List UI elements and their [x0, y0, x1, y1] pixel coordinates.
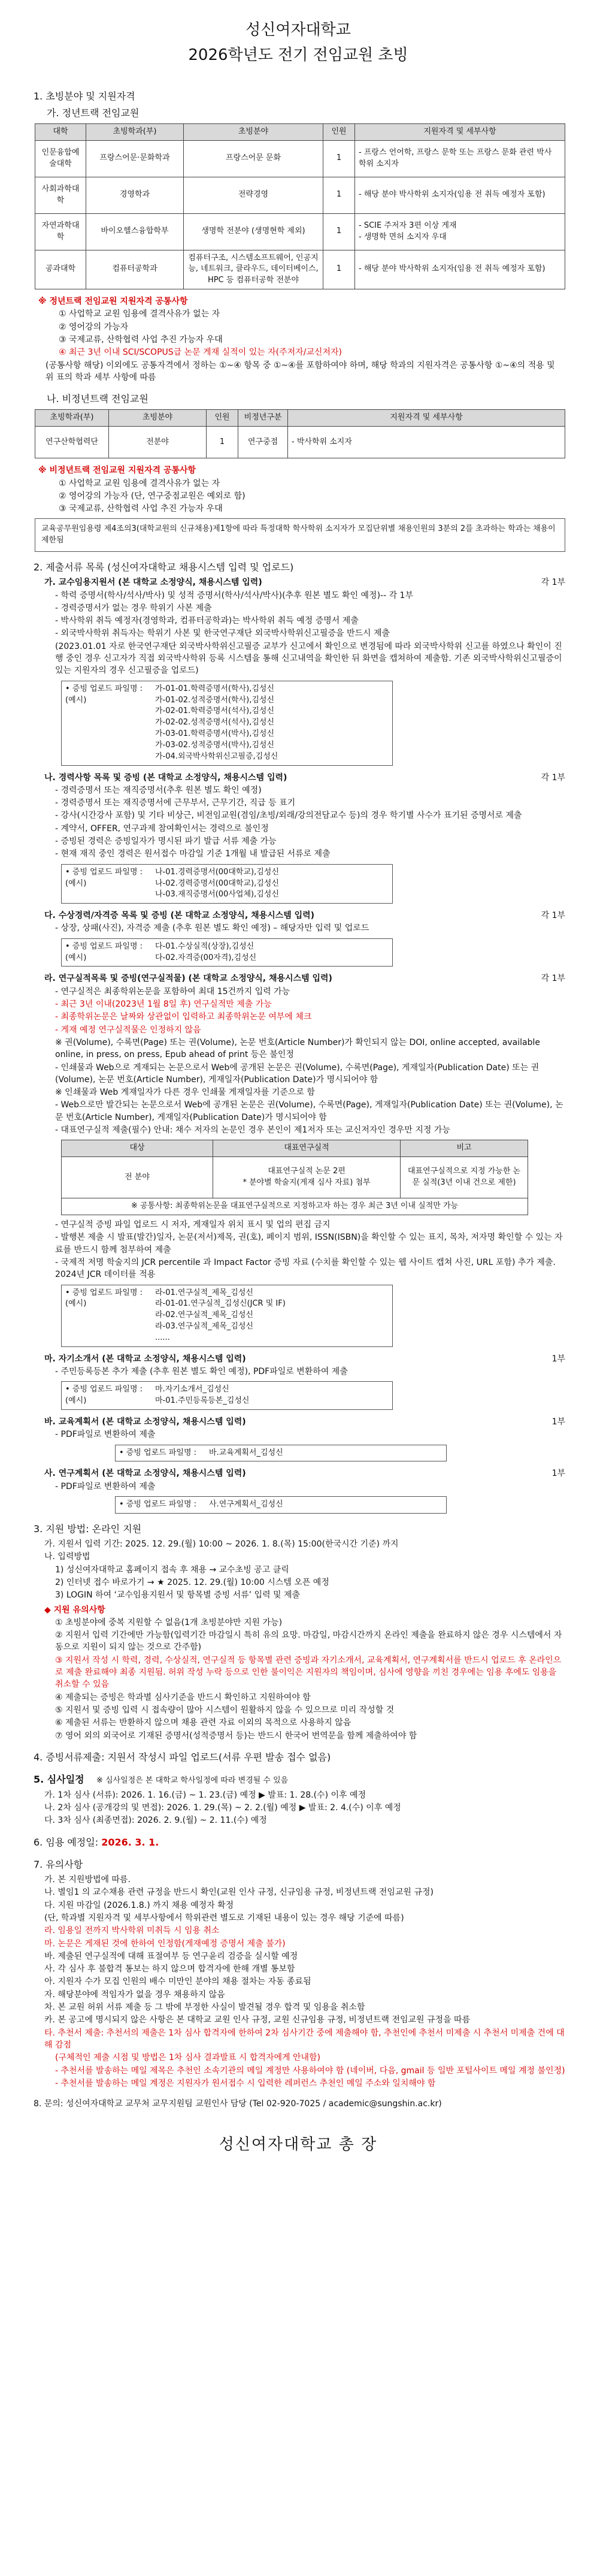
list-item: - 연구실적 증빙 파일 업로드 시 저자, 게재일자 위치 표시 및 업의 편집 금지: [55, 1220, 331, 1230]
file-label: • 증빙 업로드 파일명 :: [65, 1288, 143, 1297]
list-item: (구체적인 제출 시점 및 방법은 1차 심사 결과발표 시 합격자에게 안내함): [55, 2053, 321, 2063]
table-header: 초빙분야: [184, 123, 323, 140]
file-name: 마.자기소개서_김성신: [155, 1385, 229, 1394]
list-item: ③ 지원서 작성 시 학력, 경력, 수상실적, 연구실적 등 항목별 관련 증빙과 자기소개서, 교육계획서, 연구계획서를 반드시 업로드 후 온라인으로 제출 완료해야 최종 지원됨. 허위 작성 누락 등으로 인한 불이익은 지원자의 책임이며, 심사에 영향을 끼친 경우에는 임용 후에도 임용을 취소할 수 있음: [55, 1655, 562, 1690]
file-name: 다-01.수상실적(상장),김성신: [155, 941, 254, 951]
table-cell: 사회과학대학: [35, 177, 86, 213]
section-6-title: 6. 임용 예정일: 2026. 3. 1.: [34, 1836, 159, 1848]
file-label: [65, 1333, 155, 1344]
list-item: 카. 본 공고에 명시되지 않은 사항은 본 대학교 교원 인사 규정, 교원 신규임용 규정, 비정년트랙 전임교원 규정을 따름: [44, 2015, 471, 2025]
file-name-row: [65, 941, 389, 953]
list-item: ④ 제출되는 증빙은 학과별 심사기준을 반드시 확인하고 지원하여야 함: [55, 1692, 311, 1702]
application-form-heading: 가. 교수임용지원서 (본 대학교 소정양식, 채용시스템 입력) 각 1부: [44, 578, 565, 588]
file-name: 가-01-01.학력증명서(학사),김성신: [155, 684, 275, 693]
file-name: 마-01.주민등록등본_김성신: [155, 1396, 250, 1406]
table-cell: - 해당 분야 박사학위 소지자(임용 전 취득 예정자 포함): [355, 250, 565, 289]
tenure-common-item: ① 사업학교 교원 임용에 결격사유가 없는 자: [59, 309, 220, 319]
file-name-row: [65, 1298, 389, 1310]
table-cell: 1: [323, 177, 355, 213]
file-name-example-box: [61, 938, 393, 967]
table-cell: 전분야: [109, 427, 207, 458]
table-header: 비고: [401, 1140, 528, 1157]
list-item: - 최종학위논문은 날짜와 상관없이 입력하고 최종학위논문 여부에 체크: [55, 1012, 312, 1022]
teaching-plan-note: - PDF파일로 변환하여 제출: [55, 1430, 156, 1440]
list-item: - 대표연구실적 제출(필수) 안내: 채수 저자의 논문인 경우 본인이 제1저자 또는 교신저자인 경우만 지정 가능: [55, 1125, 450, 1136]
list-item: - 박사학위 취득 예정자(경영학과, 컴퓨터공학과)는 박사학위 취득 예정 증명서 제출: [55, 616, 359, 626]
table-row: [35, 250, 565, 289]
table-cell: 전략경영: [184, 177, 323, 213]
file-label: (예시): [65, 878, 87, 888]
table-cell: 대표연구실적 논문 2편 * 분야별 학술지(게재 심사 자료) 첨부: [213, 1157, 401, 1198]
file-name: 나-02.경력증명서(00대학교),김성신: [155, 878, 279, 888]
table-footnote: ※ 공통사항: 최종학위논문을 대표연구실적으로 지정하고자 하는 경우 최근 3년 이내 실적만 가능: [62, 1198, 528, 1215]
section-3-title: 3. 지원 방법: 온라인 지원: [34, 1523, 142, 1535]
non-tenure-common-title: ※ 비정년트랙 전임교원 지원자격 공통사항: [38, 466, 196, 476]
table-cell: 컴퓨터공학과: [86, 250, 184, 289]
non-tenure-table: [35, 409, 565, 458]
table-cell: - 프랑스 언어학, 프랑스 문학 또는 프랑스 문화 관련 박사 학위 소지자: [355, 140, 565, 177]
file-name: 가-03-01.학력증명서(박사),김성신: [155, 729, 275, 739]
table-header: 지원자격 및 세부사항: [288, 410, 565, 427]
file-name-row: [65, 889, 389, 901]
list-item: ① 초빙분야에 중복 지원할 수 없음(1개 초빙분야만 지원 가능): [55, 1617, 283, 1627]
non-tenure-common-item: ② 영어강의 가능자 (단, 연구중점교원은 예외로 함): [59, 491, 246, 501]
list-item: - 발행본 제출 시 발표(발간)일자, 논문(저서)제목, 권(호), 페이지 범위, ISSN(ISBN)을 확인할 수 있는 표지, 목차, 저자명 확인할 수 있는 자료를 반드시 함께 첨부하여 제출: [55, 1233, 563, 1255]
file-label: [65, 740, 155, 751]
table-cell: 1: [323, 140, 355, 177]
hiring-limit-notice: 교육공무원임용령 제4조의3(대학교원의 신규채용)제1항에 따라 특정대학 학사학위 소지자가 모집단위별 채용인원의 3분의 2를 초과하는 학과는 채용이 제한됨: [35, 518, 565, 552]
file-name-example-box: [61, 1381, 393, 1410]
tenure-common-item: ② 영어강의 가능자: [59, 322, 129, 332]
table-header: 인원: [323, 123, 355, 140]
file-name-row: [65, 1310, 389, 1321]
file-label: • 증빙 업로드 파일명 :: [65, 684, 143, 693]
list-item: 라. 임용일 전까지 박사학위 미취득 시 임용 취소: [44, 1926, 220, 1936]
tenure-track-table: [35, 123, 565, 289]
file-name-row: [65, 1384, 389, 1396]
table-header: 초빙분야: [109, 410, 207, 427]
table-header: 초빙학과(부): [35, 410, 109, 427]
table-cell: 1: [323, 250, 355, 289]
apply-step: 2) 인터넷 접수 바로가기 → ★ 2025. 12. 29.(월) 10:00 시스템 오픈 예정: [55, 1577, 329, 1587]
career-heading: 나. 경력사항 목록 및 증빙 (본 대학교 소정양식, 채용시스템 입력) 각 1부: [44, 772, 565, 783]
table-cell: 연구중점: [238, 427, 288, 458]
table-header: 대표연구실적: [213, 1140, 401, 1157]
self-intro-note: - 주민등록등본 추가 제출 (추후 원본 별도 확인 예정), PDF파일로 변환하여 제출: [55, 1367, 348, 1377]
section-7-title: 7. 유의사항: [34, 1858, 83, 1870]
review-schedule-item: 다. 3차 심사 (최종면접): 2026. 2. 9.(월) ~ 2. 11.(수) 예정: [44, 1816, 267, 1826]
list-item: - 계약서, OFFER, 연구과제 참여확인서는 경력으로 불인정: [55, 823, 269, 833]
list-item: 다. 지원 마감일 (2026.1.8.) 까지 채용 예정자 확정: [44, 1900, 234, 1910]
tenure-common-title: ※ 정년트랙 전임교원 지원자격 공통사항: [38, 297, 188, 307]
file-name-row: [65, 1396, 389, 1407]
table-header: 인원: [207, 410, 238, 427]
list-item: - 최근 3년 이내(2023년 1월 8일 후) 연구실적만 제출 가능: [55, 999, 272, 1010]
file-name-row: [65, 717, 389, 729]
list-item: ⑥ 제출된 서류는 반환하지 않으며 채용 관련 자료 이외의 목적으로 사용하지 않음: [55, 1718, 351, 1728]
file-name: 가-03-02.성적증명서(박사),김성신: [155, 740, 275, 750]
file-label: • 증빙 업로드 파일명 :: [65, 941, 143, 951]
list-item: - 국제적 저명 학술지의 JCR percentile 과 Impact Factor 증빙 자료 (수치를 확인할 수 있는 웹 사이트 캡쳐 사진, URL 포함) 추가 제출. 2024년 JCR 데이터를 적용: [55, 1257, 556, 1280]
file-name-example-box: • 증빙 업로드 파일명 : 바.교육계획서_김성신: [115, 1445, 447, 1462]
list-item: - 경력증명서가 없는 경우 학위기 사본 제출: [55, 603, 212, 613]
file-name: 다-02.자격증(00자격),김성신: [155, 953, 257, 962]
file-label: [65, 717, 155, 729]
list-item: - 경력증명서 또는 재직증명서(추후 원본 별도 확인 예정): [55, 785, 262, 795]
non-tenure-common-item: ① 사업학교 교원 임용에 결격사유가 없는 자: [59, 478, 220, 488]
list-item: 바. 제출된 연구실적에 대해 표절여부 등 연구윤리 검증을 실시할 예정: [44, 1951, 298, 1961]
file-name-row: [65, 740, 389, 751]
list-item: ※ 인쇄물과 Web 게재일자가 다른 경우 인쇄물 게재일자를 기준으로 함: [55, 1088, 315, 1098]
research-plan-heading: 사. 연구계획서 (본 대학교 소정양식, 채용시스템 입력) 1부: [44, 1469, 565, 1479]
file-label: • 증빙 업로드 파일명 :: [65, 1385, 143, 1394]
list-item: 아. 지원자 수가 모집 인원의 배수 미만인 분야의 채용 절차는 자동 종료됨: [44, 1977, 311, 1987]
section-1-title: 1. 초빙분야 및 지원자격: [34, 90, 135, 102]
file-name-row: [65, 953, 389, 964]
file-name-row: [65, 706, 389, 717]
file-name: 나-03.재직증명서(00사업체),김성신: [155, 890, 279, 899]
section-2-title: 2. 제출서류 목록 (성신여자대학교 채용시스템 입력 및 업로드): [34, 561, 294, 573]
list-item: - Web으로만 발간되는 논문으로서 Web에 공개된 논문은 권(Volume), 수록면(Page), 게재일자(Publication Date) 또는 권(Volume), 논문 번호(Article Number), 게재일자(Publication Date)가 명시되어야 함: [55, 1100, 563, 1122]
apply-step: 3) LOGIN 하여 ‘교수임용지원서 및 항목별 증빙 서류’ 입력 및 제출: [55, 1590, 301, 1600]
table-header: 대상: [62, 1140, 213, 1157]
president-signature: 성신여자대학교 총 장: [219, 2136, 378, 2154]
list-item: - 경력증명서 또는 재직증명서에 근무부서, 근무기간, 직급 등 표기: [55, 798, 296, 808]
file-name-row: [65, 729, 389, 740]
list-item: - 상장, 상패(사진), 자격증 제출 (추후 원본 별도 확인 예정) – 해당자만 입력 및 업로드: [55, 923, 369, 934]
file-label: (예시): [65, 953, 87, 962]
apply-step: 1) 성신여자대학교 홈페이지 접속 후 채용 → 교수초빙 공고 클릭: [55, 1565, 289, 1575]
list-item: 마. 논문은 게재된 것에 한하여 인정함(게재예정 증명서 제출 불가): [44, 1938, 286, 1949]
table-cell: - 해당 분야 박사학위 소지자(임용 전 취득 예정자 포함): [355, 177, 565, 213]
file-name: 나-01.경력증명서(00대학교),김성신: [155, 867, 279, 877]
list-item: ② 지원서 입력 기간에만 가능함(입력기간 마감일시 특히 유의 요망. 마감일, 마감시간까지 온라인 제출을 완료하지 않은 경우 시스템에서 자동으로 지원이 되지 않는 것으로 간주함): [55, 1630, 562, 1653]
table-header: 비정년구분: [238, 410, 288, 427]
file-name-example-box: [61, 1285, 393, 1347]
table-cell: 생명학 전분야 (생명현학 제외): [184, 213, 323, 250]
table-cell: 공과대학: [35, 250, 86, 289]
list-item: ⑦ 영어 외의 외국어로 기재된 증명서(성적증명서 등)는 반드시 한국어 번역문을 함께 제출하여야 함: [55, 1731, 417, 1741]
list-item: - 추천서를 발송하는 메일 제목은 추천인 소속기관의 메일 계정만 사용하여야 함 (네이버, 다음, gmail 등 일반 포털사이트 메일 계정 불인정): [55, 2065, 565, 2076]
section-5-title: 5. 심사일정 ※ 심사일정은 본 대학교 학사일정에 따라 변경될 수 있음: [34, 1774, 289, 1785]
list-item: - 강사(시간강사 포함) 및 기타 비상근, 비전임교원(겸임/초빙/외래/강의전담교수 등)의 경우 학기별 사수가 표기된 증명서로 제출: [55, 811, 522, 821]
file-name: 가-02-02.성적증명서(석사),김성신: [155, 718, 275, 727]
list-item: ※ 권(Volume), 수록면(Page) 또는 권(Volume), 논문 번호(Article Number)가 확인되지 않는 DOI, online accepted, available online, in press, on press, Epub ahead of print 등은 불인정: [55, 1037, 540, 1060]
awards-heading: 다. 수상경력/자격증 목록 및 증빙 (본 대학교 소정양식, 채용시스템 입력) 각 1부: [44, 911, 565, 921]
list-item: - 추천서를 발송하는 메일 계정은 지원자가 원서접수 시 입력한 레퍼런스 추천인 메일 주소와 일치해야 함: [55, 2078, 436, 2088]
table-cell: 프랑스어문·문화학과: [86, 140, 184, 177]
file-label: (예시): [65, 1299, 87, 1309]
file-label: [65, 729, 155, 740]
file-name-row: [65, 684, 389, 695]
document-title: 2026학년도 전기 전임교원 초빙: [188, 46, 408, 64]
table-header: 지원자격 및 세부사항: [355, 123, 565, 140]
table-cell: 대표연구실적으로 지정 가능한 논문 실적(3년 이내 건으로 제한): [401, 1157, 528, 1198]
file-name: 라-01.연구실적_제목_김성신: [155, 1288, 253, 1297]
table-cell: - SCIE 주저자 3편 이상 게재 - 생명학 면허 소지자 우대: [355, 213, 565, 250]
self-intro-heading: 마. 자기소개서 (본 대학교 소정양식, 채용시스템 입력) 1부: [44, 1354, 565, 1364]
list-item: (단, 학과별 지원자격 및 세부사항에서 학위관련 별도로 기재된 내용이 있는 경우 해당 기준에 따름): [44, 1913, 404, 1923]
file-label: (예시): [65, 1396, 87, 1406]
file-name-row: [65, 1288, 389, 1299]
list-item: 타. 추천서 제출: 추천서의 제출은 1차 심사 합격자에 한하여 2차 심사기간 중에 제출해야 함, 추천인에 추천서 미제출 시 추천서 미제출 건에 대해 감점: [44, 2028, 565, 2050]
research-heading: 라. 연구실적목록 및 증빙(연구실적물) (본 대학교 소정양식, 채용시스템 입력) 각 1부: [44, 974, 565, 984]
table-cell: 전 분야: [62, 1157, 213, 1198]
review-schedule-item: 나. 2차 심사 (공개강의 및 면접): 2026. 1. 29.(목) ~ 2. 2.(월) 예정 ▶ 발표: 2. 4.(수) 이후 예정: [44, 1803, 401, 1813]
table-cell: 컴퓨터구조, 시스템소프트웨어, 인공지능, 네트워크, 클라우드, 데이터베이스, HPC 등 컴퓨터공학 전분야: [184, 250, 323, 289]
list-item: 나. 별임1 의 교수채용 관련 규정을 반드시 확인(교원 인사 규정, 신규임용 규정, 비정년트랙 전임교원 규정): [44, 1888, 434, 1898]
list-item: - 현재 재직 중인 경력은 원서접수 마감일 기준 1개월 내 발급된 서류로 제출: [55, 849, 331, 859]
file-name-example-box: • 증빙 업로드 파일명 : 사.연구계획서_김성신: [115, 1496, 447, 1514]
research-plan-note: - PDF파일로 변환하여 제출: [55, 1481, 156, 1491]
list-item: 차. 본 교원 허위 서류 제출 등 그 밖에 부정한 사실이 발견될 경우 합격 및 임용을 취소함: [44, 2003, 365, 2013]
file-name-row: [65, 1333, 389, 1344]
teaching-plan-heading: 바. 교육계획서 (본 대학교 소정양식, 채용시스템 입력) 1부: [44, 1417, 565, 1427]
list-item: 사. 각 심사 후 불합격 통보는 하지 않으며 합격자에 한해 개별 통보함: [44, 1964, 295, 1974]
review-schedule-item: 가. 1차 심사 (서류): 2026. 1. 16.(금) ~ 1. 23.(금) 예정 ▶ 발표: 1. 28.(수) 이후 예정: [44, 1790, 366, 1800]
file-name: 가-01-02.성적증명서(학사),김성신: [155, 695, 275, 705]
list-item: - 외국박사학위 취득자는 학위기 사본 및 한국연구재단 외국박사학위신고필증을 반드시 제출: [55, 629, 390, 639]
file-label: (예시): [65, 695, 87, 705]
list-item: - 증빙된 경력은 증빙일자가 명시된 파기 발급 서류 제출 가능: [55, 836, 277, 847]
tenure-common-item: ③ 국제교류, 산학협력 사업 추진 가능자 우대: [59, 335, 223, 345]
non-tenure-common-item: ③ 국제교류, 산학협력 사업 추진 가능자 우대: [59, 504, 223, 514]
file-name-row: [65, 751, 389, 763]
section-4-title: 4. 증빙서류제출: 지원서 작성시 파일 업로드(서류 우편 발송 접수 없음): [34, 1751, 331, 1763]
file-name: 라-03.연구실적_제목_김성신: [155, 1322, 253, 1331]
table-cell: 인문융합예술대학: [35, 140, 86, 177]
file-name-row: [65, 695, 389, 706]
file-name: 가-02-01.학력증명서(석사),김성신: [155, 706, 275, 716]
contact-info: 8. 문의: 성신여자대학교 교무처 교무지원팀 교원인사 담당 (Tel 02-920-7025 / academic@sungshin.ac.kr): [34, 2099, 442, 2109]
file-name: 라-01-01.연구실적_김성신(JCR 및 IF): [155, 1299, 286, 1309]
table-cell: 바이오헬스융합학부: [86, 213, 184, 250]
file-label: [65, 1310, 155, 1321]
file-name-example-box: [61, 681, 393, 766]
list-item: ⑤ 지원서 및 증빙 입력 시 접속량이 많아 시스템이 원활하지 않을 수 있으므로 미리 작성할 것: [55, 1705, 395, 1715]
apply-warning-title: ◆ 지원 유의사항: [44, 1605, 105, 1615]
file-label: • 증빙 업로드 파일명 :: [65, 867, 143, 877]
file-name: 가-04.외국박사학위신고필증,김성신: [155, 751, 278, 761]
file-name-example-box: [61, 864, 393, 904]
table-cell: 연구산학협력단: [35, 427, 109, 458]
table-cell: 경영학과: [86, 177, 184, 213]
tenure-track-title: 가. 정년트랙 전임교원: [47, 107, 140, 119]
list-item: - 게재 예정 연구실적물은 인정하지 않음: [55, 1025, 201, 1035]
table-row: [35, 140, 565, 177]
table-cell: 프랑스어문 문화: [184, 140, 323, 177]
non-tenure-title: 나. 비정년트랙 전임교원: [47, 393, 148, 405]
apply-method-heading: 나. 입력방법: [44, 1552, 90, 1562]
list-item: - 연구실적은 최종학위논문을 포함하여 최대 15건까지 입력 가능: [55, 986, 290, 996]
file-name-row: [65, 878, 389, 890]
table-header: 초빙학과(부): [86, 123, 184, 140]
list-item: (2023.01.01 자로 한국연구재단 외국박사학위신고필증 교부가 신고에서 확인으로 변경됨에 따라 외국박사학위 신고를 하였으나 확인이 진행 중인 경우 신고자가 직접 외국박사학위 등록 시스템을 통해 신고내역을 확인한 뒤 화면을 캡쳐하여 제출함. 기존 외국박사학위신고필증이 있는 지원자의 경우 신고필증을 업로드): [55, 641, 562, 676]
table-cell: 1: [207, 427, 238, 458]
table-row: [35, 427, 565, 458]
table-row: [35, 177, 565, 213]
table-cell: 자연과학대학: [35, 213, 86, 250]
table-header: 대학: [35, 123, 86, 140]
tenure-common-item: ④ 최근 3년 이내 SCI/SCOPUS급 논문 게재 실적이 있는 자(주저자/교신저자): [59, 348, 342, 358]
tenure-common-note: (공통사항 해당) 이외에도 공통자격에서 정하는 ①~④ 항목 중 ①~④를 포함하여야 하며, 해당 학과의 지원자격은 공통사항 ①~④의 적용 및 위 표의 학과 세부 사항에 따름: [46, 360, 555, 382]
list-item: - 학력 증명서(학사/석사/박사) 및 성적 증명서(학사/석사/박사)(추후 원본 별도 확인 예정)-- 각 1부: [55, 590, 413, 600]
file-name: 라-02.연구실적_제목_김성신: [155, 1310, 253, 1320]
file-name: ......: [155, 1333, 170, 1342]
apply-period: 가. 지원서 입력 기간: 2025. 12. 29.(월) 10:00 ~ 2026. 1. 8.(목) 15:00(한국시간 기준) 까지: [44, 1539, 399, 1550]
file-label: [65, 889, 155, 901]
table-row: [35, 213, 565, 250]
file-label: [65, 706, 155, 717]
representative-research-table: [61, 1140, 528, 1215]
list-item: 자. 해당분야에 적임자가 없을 경우 채용하지 않음: [44, 1989, 225, 2000]
table-cell: - 박사학위 소지자: [288, 427, 565, 458]
list-item: 가. 본 지원방법에 따름.: [44, 1875, 131, 1885]
file-label: [65, 1321, 155, 1333]
file-name-row: [65, 867, 389, 878]
school-name: 성신여자대학교: [246, 21, 351, 39]
table-cell: 1: [323, 213, 355, 250]
file-name-row: [65, 1321, 389, 1333]
file-label: [65, 751, 155, 763]
list-item: - 인쇄물과 Web으로 게재되는 논문으로서 Web에 공개된 논문은 권(Volume), 수록면(Page), 게재일자(Publication Date) 또는 권(Volume), 논문 번호(Article Number), 게재일자(Publication Date)가 명시되어야 함: [55, 1062, 540, 1085]
